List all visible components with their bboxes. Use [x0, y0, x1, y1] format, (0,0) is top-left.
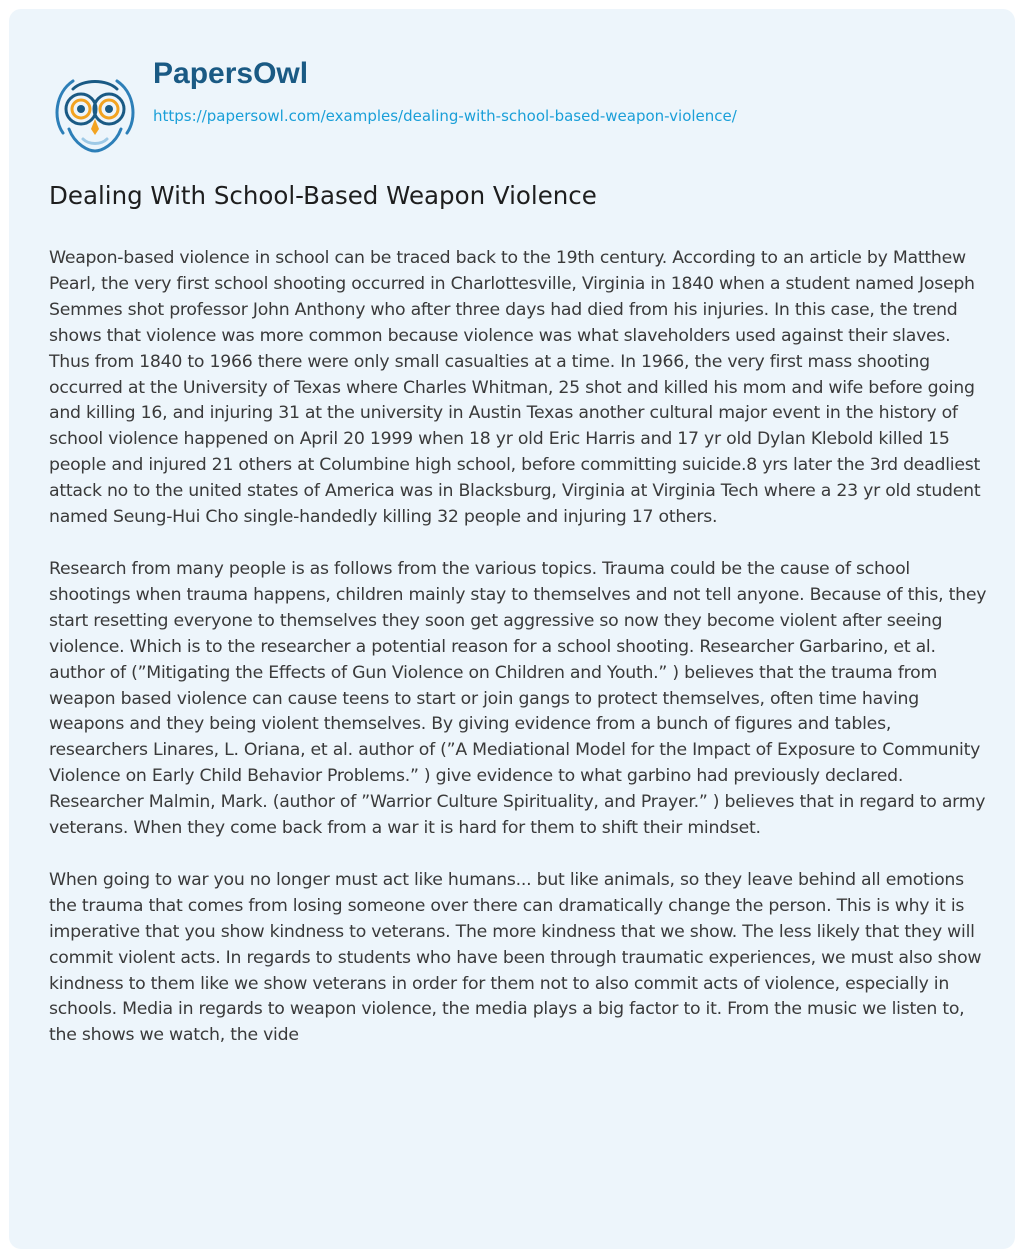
paragraph: Research from many people is as follows from the various topics. Trauma could be the cause of school shootings when trauma happens, children mainly stay to themselves and not tell anyone. Because of this, they start resetting everyone to themselves they soon get aggressive so now they become violent after seeing violence. Which is to the researcher a potential reason for a school shooting. Researcher Garbarino, et al. author of (”Mitigating the Effects of Gun Violence on Children and Youth.” ) believes that the trauma from weapon based violence can cause teens to start or join gangs to protect themselves, often time having weapons and they being violent themselves. By giving evidence from a bunch of figures and tables, researchers Linares, L. Oriana, et al. author of (”A Mediational Model for the Impact of Exposure to Community Violence on Early Child Behavior Problems.” ) give evidence to what garbino had previously declared. Researcher Malmin, Mark. (author of ”Warrior Culture Spirituality, and Prayer.” ) believes that in regard to army veterans. When they come back from a war it is hard for them to shift their mindset. [49, 558, 987, 839]
document-card [9, 9, 1015, 1249]
page-title: Dealing With School-Based Weapon Violence [49, 181, 597, 210]
paragraph: Weapon-based violence in school can be traced back to the 19th century. According to an article by Matthew Pearl, the very first school shooting occurred in Charlottesville, Virginia in 1840 when a student named Joseph Semmes shot professor John Anthony who after three days had died from his injuries. In this case, the trend shows that violence was more common because violence was what slaveholders used against their slaves. Thus from 1840 to 1966 there were only small casualties at a time. In 1966, the very first mass shooting occurred at the University of Texas where Charles Whitman, 25 shot and killed his mom and wife before going and killing 16, and injuring 31 at the university in Austin Texas another cultural major event in the history of school violence happened on April 20 1999 when 18 yr old Eric Harris and 17 yr old Dylan Klebold killed 15 people and injured 21 others at Columbine high school, before committing suicide.8 yrs later the 3rd deadliest attack no to the united states of America was in Blacksburg, Virginia at Virginia Tech where a 23 yr old student named Seung-Hui Cho single-handedly killing 32 people and injuring 17 others. [49, 248, 981, 528]
source-url-link[interactable]: https://papersowl.com/examples/dealing-with-school-based-weapon-violence/ [153, 107, 737, 125]
article-body [49, 246, 989, 1075]
paragraph: When going to war you no longer must act like humans... but like animals, so they leave behind all emotions the trauma that comes from losing someone over there can dramatically change the person. This is why it is imperative that you show kindness to veterans. The more kindness that we show. The less likely that they will commit violent acts. In regards to students who have been through traumatic experiences, we must also show kindness to them like we show veterans in order for them not to also commit acts of violence, especially in schools. Media in regards to weapon violence, the media plays a big factor to it. From the music we listen to, the shows we watch, the vide [49, 869, 982, 1046]
owl-logo-icon [49, 67, 141, 159]
brand-name[interactable]: PapersOwl [153, 57, 309, 90]
